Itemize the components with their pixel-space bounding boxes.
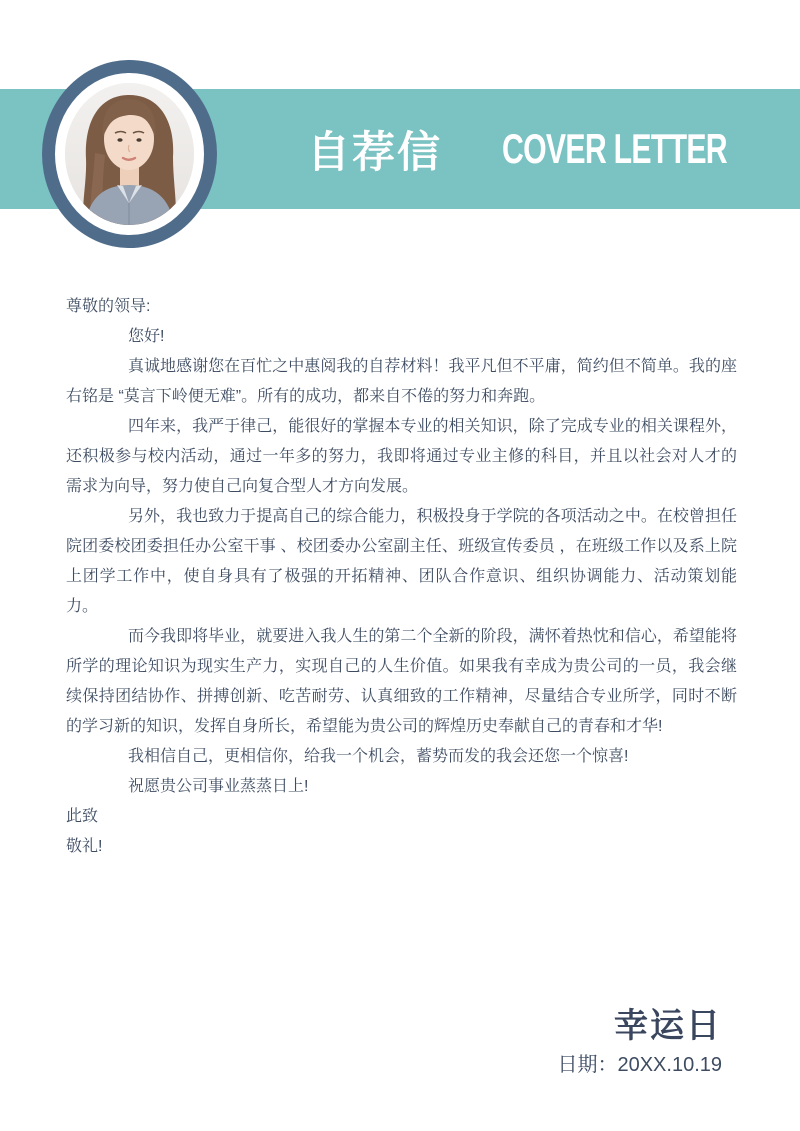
paragraph-confidence: 我相信自己，更相信你，给我一个机会，蓄势而发的我会还您一个惊喜!: [128, 748, 629, 765]
closing-jingli: 敬礼!: [66, 838, 103, 855]
date-value: 20XX.10.19: [617, 1054, 722, 1076]
signature-name: 幸运日: [614, 1007, 722, 1045]
paragraph-graduation: 而今我即将毕业，就要进入我人生的第二个全新的阶段，满怀着热忱和信心，希望能将所学的理论知识为现实生产力，实现自己的人生价值。如果我有幸成为贵公司的一员，我会继续保持团结协作、拼搏创新、吃苦耐劳、认真细致的工作精神，尽量结合专业所学，同时不断的学习新的知识，发挥自身所长，希望能为贵公司的辉煌历史奉献自己的青春和才华!: [66, 628, 737, 735]
letter-body: [66, 292, 737, 862]
paragraph-activities: 另外，我也致力于提高自己的综合能力，积极投身于学院的各项活动之中。在校曾担任院团委校团委担任办公室干事 、校团委办公室副主任、班级宣传委员 ，在班级工作以及系上院上团学工作中，使自身具有了极强的开拓精神、团队合作意识、组织协调能力、活动策划能力。: [66, 508, 737, 615]
date-label: 日期：: [557, 1054, 618, 1076]
salutation: 尊敬的领导:: [66, 298, 151, 315]
closing-cizhi: 此致: [66, 808, 99, 825]
profile-photo: [65, 83, 194, 225]
paragraph-wishes: 祝愿贵公司事业蒸蒸日上!: [128, 778, 309, 795]
paragraph-intro: 真诚地感谢您在百忙之中惠阅我的自荐材料！我平凡但不平庸，简约但不简单。我的座右铭是 “莫言下岭便无难”。所有的成功，都来自不倦的努力和奔跑。: [66, 358, 737, 405]
greeting: 您好!: [128, 328, 165, 345]
footer: [557, 1006, 722, 1078]
date-line: [557, 1052, 722, 1078]
page-title-english: COVER LETTER: [502, 125, 727, 172]
paragraph-study: 四年来，我严于律己，能很好的掌握本专业的相关知识，除了完成专业的相关课程外，还积极参与校内活动，通过一年多的努力，我即将通过专业主修的科目，并且以社会对人才的需求为向导，努力使自己向复合型人才方向发展。: [66, 418, 737, 495]
portrait-illustration: [65, 83, 194, 225]
avatar-ring: [42, 60, 217, 248]
page-title-chinese: 自荐信: [307, 128, 442, 177]
avatar-inner-ring: [55, 73, 204, 235]
